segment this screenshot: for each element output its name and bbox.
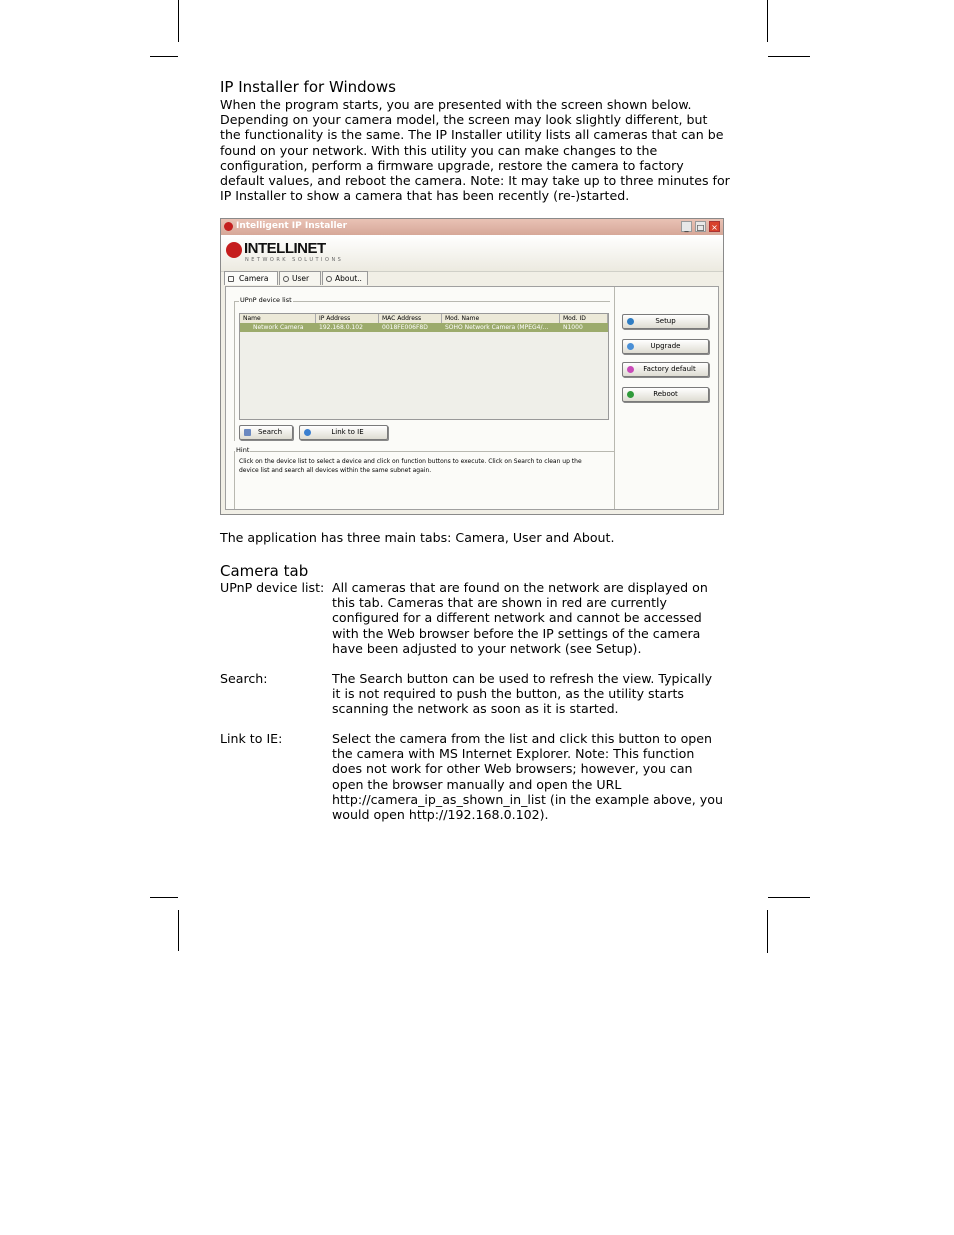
camera-tab-panel <box>225 286 719 510</box>
search-icon <box>244 429 251 436</box>
camera-icon <box>228 276 234 282</box>
tab-user-label: User <box>292 274 310 283</box>
intro-paragraph: When the program starts, you are presented with the screen shown below. Depending on your camera model, the screen may look slightly different, but the functionality is the same. The IP Installer utility lists all cameras that can be found on your network. With this utility you can make changes to the configuration, perform a firmware upgrade, restore the camera to factory default values, and reboot the camera. Note: It may take up to three minutes for IP Installer to show a camera that has been recently (re-)started. <box>220 97 730 204</box>
search-button[interactable] <box>239 425 293 440</box>
crop-mark <box>768 897 810 898</box>
crop-mark <box>150 897 178 898</box>
tab-about-label: About.. <box>335 274 362 283</box>
reboot-button[interactable] <box>622 387 709 402</box>
definition-term: Link to IE: <box>220 731 283 746</box>
crop-mark <box>768 56 810 57</box>
panel-divider <box>614 287 615 509</box>
factory-default-button[interactable] <box>622 362 709 377</box>
tab-user[interactable] <box>279 271 321 285</box>
logo-subtitle: NETWORK SOLUTIONS <box>245 257 344 263</box>
tab-camera[interactable] <box>224 271 278 285</box>
device-mac: 0018FE006F8D <box>382 324 428 331</box>
upgrade-icon <box>627 343 634 350</box>
column-header[interactable]: IP Address <box>316 314 379 323</box>
setup-button-label: Setup <box>655 317 676 325</box>
crop-mark <box>150 56 178 57</box>
section-title: IP Installer for Windows <box>220 78 396 96</box>
crop-mark <box>178 910 179 951</box>
device-list-label: UPnP device list <box>240 296 292 304</box>
internet-explorer-icon <box>304 429 311 436</box>
search-button-label: Search <box>257 428 283 436</box>
crop-mark <box>767 0 768 42</box>
device-ip: 192.168.0.102 <box>319 324 363 331</box>
minimize-icon[interactable]: _ <box>681 221 692 232</box>
definition-term: Search: <box>220 671 268 686</box>
window-title: Intelligent IP Installer <box>236 221 348 231</box>
hint-text: Click on the device list to select a device and click on function buttons to execute. Click on Search to clean up the device list and search all devices within the same subnet again. <box>239 458 582 474</box>
factory-default-button-label: Factory default <box>643 365 696 373</box>
definition-text: All cameras that are found on the network are displayed on this tab. Cameras that are shown in red are currently configured for a different network and cannot be accessed with the Web browser before the IP settings of the camera have been adjusted to your network (see Setup). <box>332 580 708 656</box>
setup-icon <box>627 318 634 325</box>
column-header[interactable]: Name <box>240 314 316 323</box>
reboot-button-label: Reboot <box>653 390 678 398</box>
link-to-ie-button[interactable] <box>299 425 388 440</box>
crop-mark <box>767 910 768 953</box>
device-list[interactable] <box>239 313 609 420</box>
upgrade-button[interactable] <box>622 339 709 354</box>
hint-label: Hint <box>236 446 250 454</box>
tabs-sentence: The application has three main tabs: Camera, User and About. <box>220 530 615 545</box>
crop-mark <box>178 0 179 42</box>
table-row[interactable] <box>240 323 608 332</box>
power-icon <box>627 391 634 398</box>
app-screenshot <box>220 218 724 515</box>
column-header[interactable]: Mod. ID <box>560 314 608 323</box>
setup-button[interactable] <box>622 314 709 329</box>
column-header[interactable]: MAC Address <box>379 314 442 323</box>
definition-row <box>220 671 730 717</box>
definition-row <box>220 580 730 656</box>
definition-text: Select the camera from the list and click this button to open the camera with MS Internet Explorer. Note: This function does not work for other Web browsers; however, you can open the browser manually and open the URL http://camera_ip_as_shown_in_list (in the example above, you would open http://192.168.0.102). <box>332 731 723 823</box>
tab-camera-label: Camera <box>239 274 269 283</box>
definition-text: The Search button can be used to refresh the view. Typically it is not required to push the button, as the utility starts scanning the network as soon as it is started. <box>332 671 713 717</box>
factory-default-icon <box>627 366 634 373</box>
column-header[interactable]: Mod. Name <box>442 314 560 323</box>
device-model-name: SOHO Network Camera (MPEG4/... <box>445 324 549 331</box>
app-icon <box>224 222 233 231</box>
logo-text: INTELLINET <box>244 240 326 257</box>
user-icon <box>283 276 289 282</box>
definition-term: UPnP device list: <box>220 580 325 595</box>
maximize-icon[interactable]: □ <box>696 223 705 232</box>
link-to-ie-button-label: Link to IE <box>331 428 364 436</box>
device-name: Network Camera <box>253 324 304 331</box>
close-icon[interactable]: × <box>709 221 720 232</box>
logo-banner <box>221 235 723 272</box>
intellinet-logo-icon <box>226 242 242 258</box>
definition-row <box>220 731 730 823</box>
hint-group <box>234 446 614 509</box>
camera-tab-title: Camera tab <box>220 562 309 580</box>
upgrade-button-label: Upgrade <box>650 342 681 350</box>
device-model-id: N1000 <box>563 324 583 331</box>
info-icon <box>326 276 332 282</box>
window-titlebar <box>221 219 723 235</box>
tab-about[interactable] <box>322 271 368 285</box>
